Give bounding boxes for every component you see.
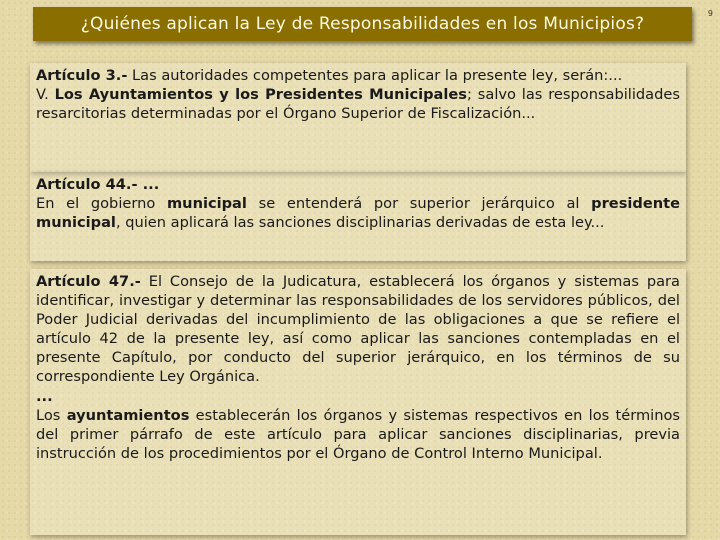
page-number: 9 — [707, 9, 713, 18]
article-44-bold-1: municipal — [166, 195, 247, 213]
article-47-heading: Artículo 47.- — [36, 273, 141, 290]
article-44-bold-2: presidente municipal — [36, 195, 680, 232]
article-3-heading: Artículo 3.- — [36, 67, 128, 84]
article-47-body: El Consejo de la Judicatura, establecerá los órganos y sistemas para identificar, investigar y determinar las responsabilidades de los servidores públicos, del Poder Judicial derivadas del incumplimiento de las obligaciones a que se refiere el artículo 42 de la presente ley, así como aplicar las sanciones contempladas en el presente Capítulo, por conducto del superior jerárquico, en los términos de su correspondiente Ley Orgánica. — [36, 273, 680, 386]
article-3-intro-text: Las autoridades competentes para aplicar la presente ley, serán:... — [127, 67, 623, 84]
article-3-intro — [36, 66, 680, 85]
slide-title: ¿Quiénes aplican la Ley de Responsabilidades en los Municipios? — [80, 14, 645, 34]
article-44-heading: Artículo 44.- ... — [36, 176, 160, 193]
fraction-v-rest: ; salvo las responsabilidades resarcitorias determinadas por el Órgano Superior de Fiscalización... — [36, 86, 680, 123]
article-44-box — [30, 172, 686, 261]
article-47-paragraph-1 — [36, 272, 680, 387]
article-44-text-1: En el gobierno — [36, 195, 167, 213]
fraction-v-bold: Los Ayuntamientos y los Presidentes Municipales — [54, 86, 467, 104]
article-3-box — [30, 63, 686, 172]
article-47-p2-prefix: Los — [36, 406, 67, 424]
article-47-ellipsis: ... — [36, 387, 53, 405]
article-3-fraction-v — [36, 85, 680, 123]
article-47-p2-bold: ayuntamientos — [66, 406, 190, 424]
title-bar — [33, 7, 692, 41]
article-47-paragraph-2 — [36, 406, 680, 463]
article-47-box — [30, 269, 686, 535]
article-44-body — [36, 194, 680, 232]
fraction-v-prefix: V. — [36, 86, 55, 104]
article-44-text-3: , quien aplicará las sanciones disciplinarias derivadas de esta ley... — [115, 214, 605, 232]
article-47-p2-rest: establecerán los órganos y sistemas respectivos en los términos del primer párrafo de este artículo para aplicar sanciones disciplinarias, previa instrucción de los procedimientos por el Órgano de Control Interno Municipal. — [36, 406, 680, 462]
article-44-text-2: se entenderá por superior jerárquico al — [246, 195, 592, 213]
